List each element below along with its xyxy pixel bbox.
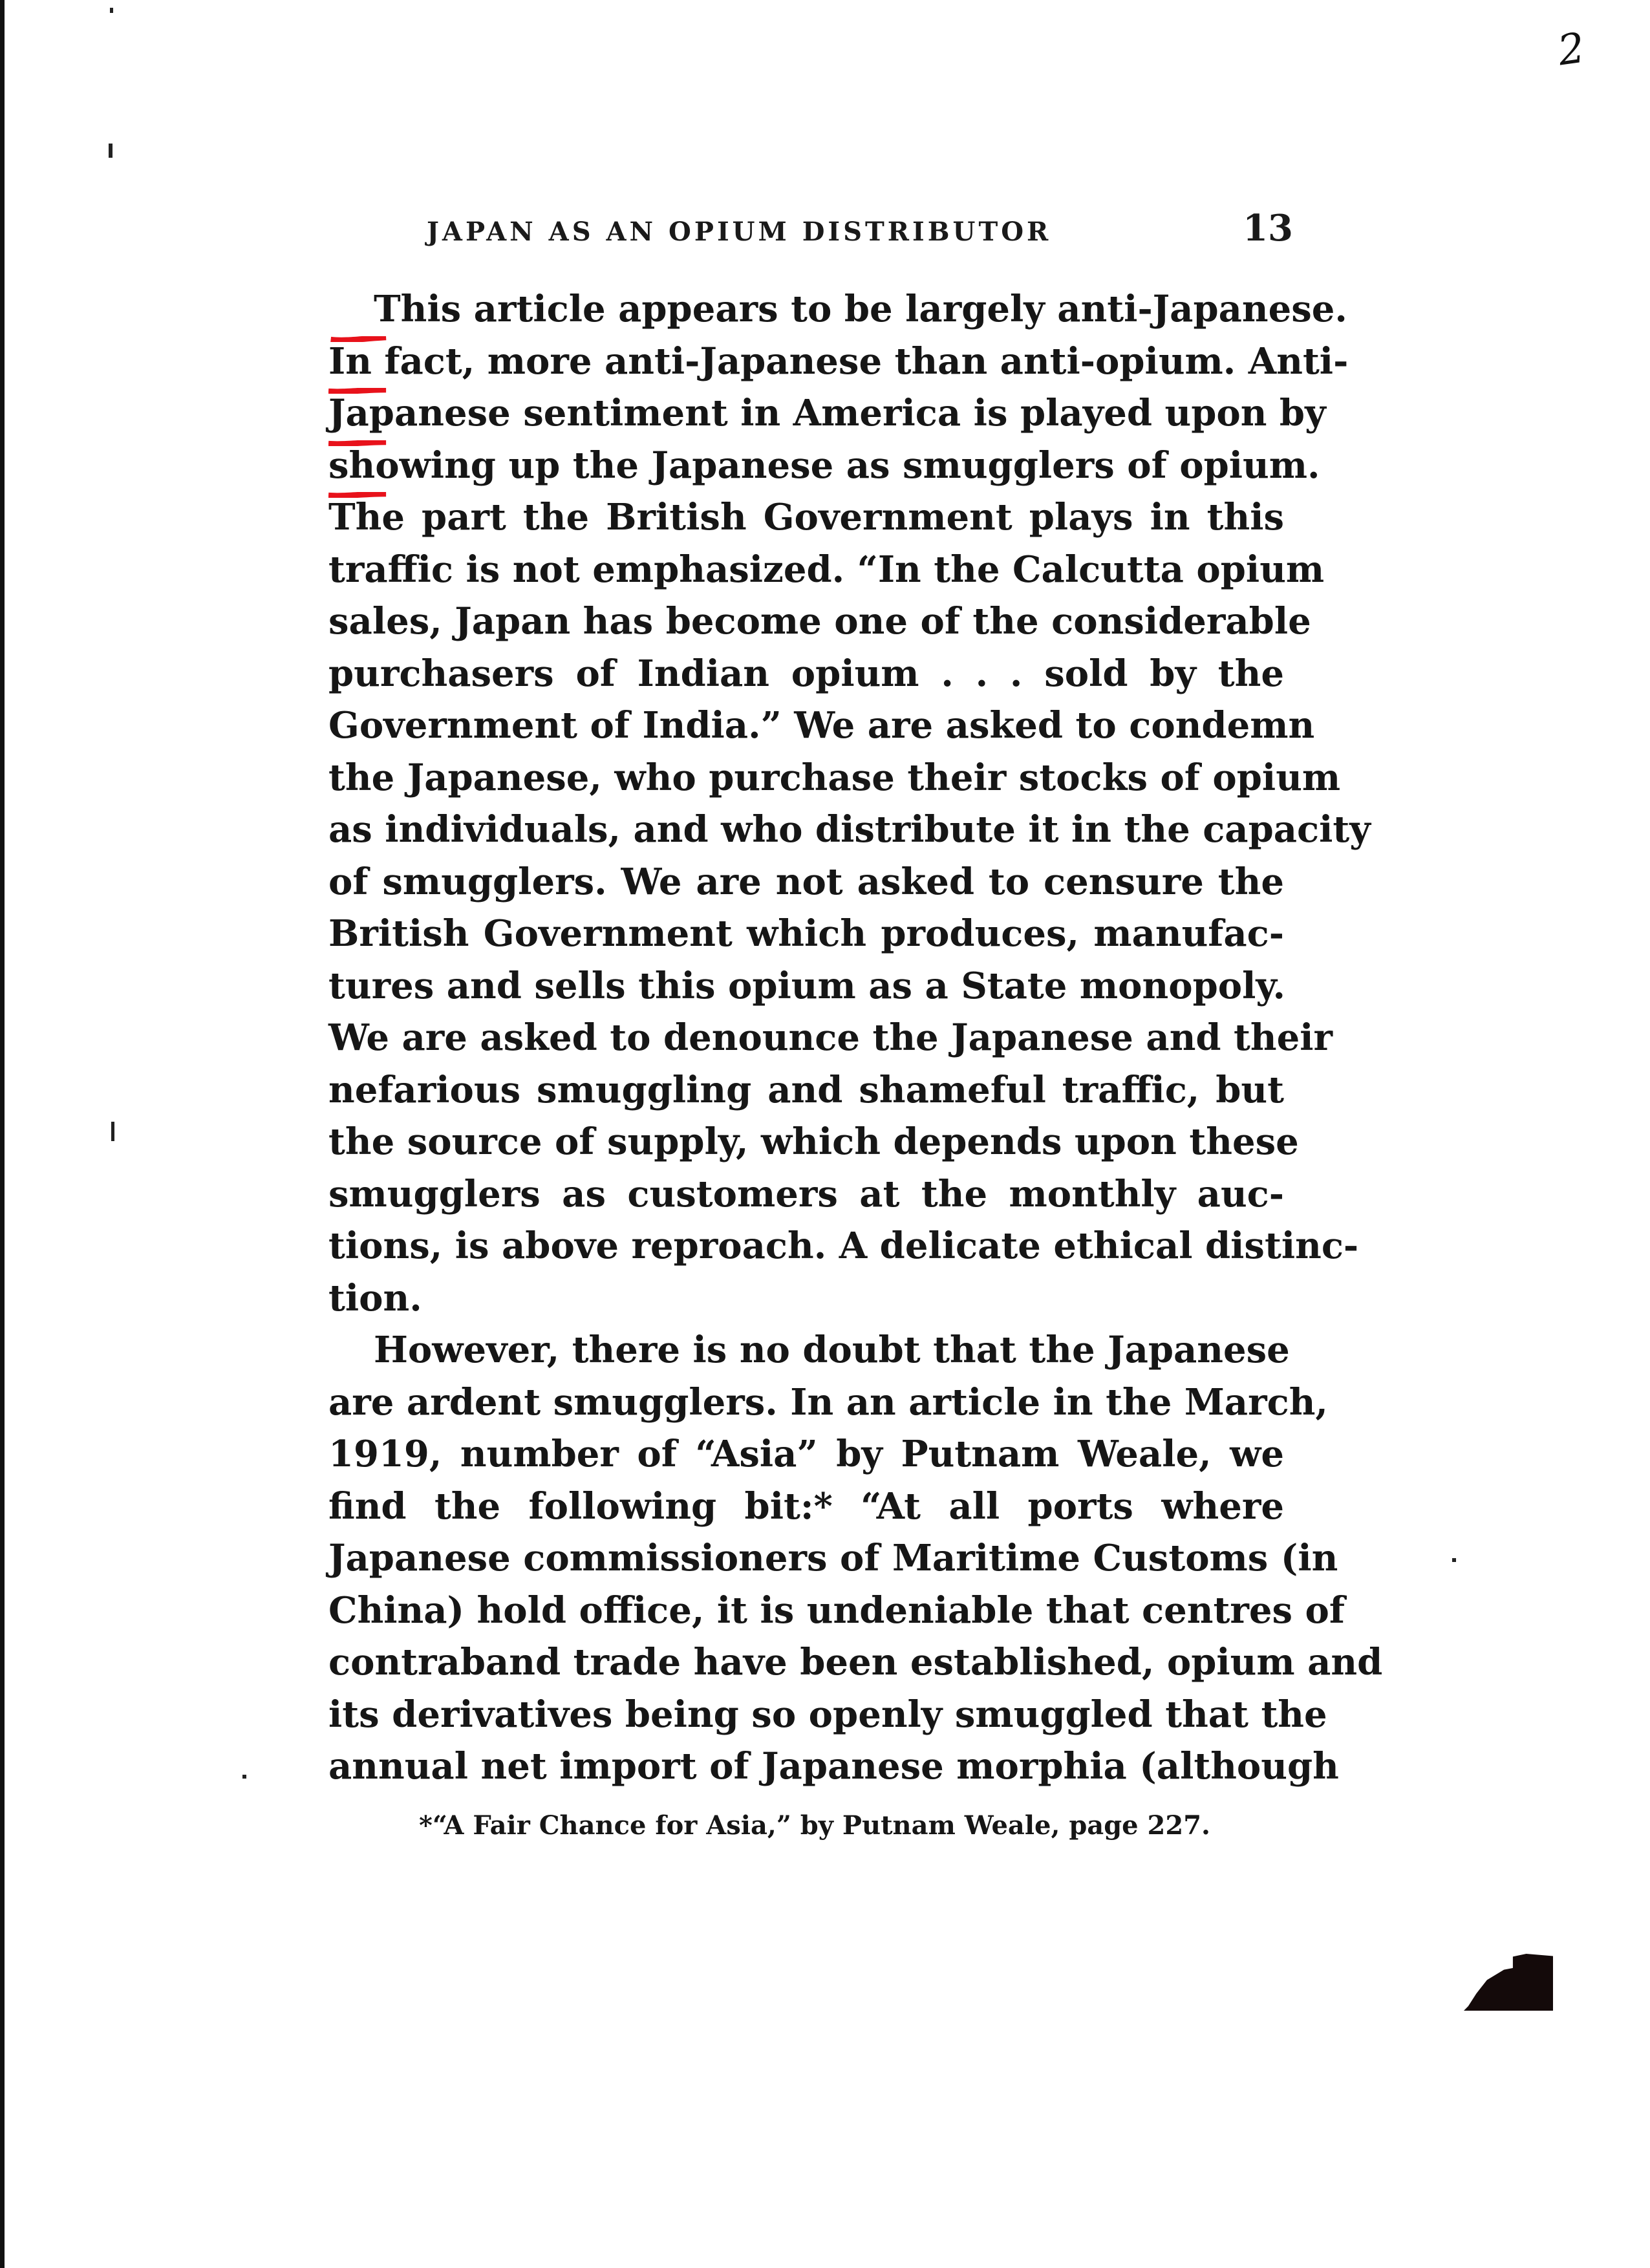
text-line	[328, 440, 1320, 492]
text-line-content: 1919, number of “Asia” by Putnam Weale, we	[328, 1433, 1284, 1475]
handwritten-page-number: 2	[1555, 24, 1588, 76]
text-line-content: its derivatives being so openly smuggled that the	[328, 1693, 1327, 1736]
body-text	[328, 283, 1383, 1793]
text-line-content: the source of supply, which depends upon these	[328, 1120, 1299, 1163]
text-line	[328, 283, 1347, 336]
text-line	[328, 960, 1284, 1012]
text-line-content: China) hold office, it is undeniable that centres of	[328, 1589, 1345, 1632]
text-line-content: contraband trade have been established, opium and	[328, 1641, 1383, 1684]
text-line-content: as individuals, and who distribute it in the capacity	[328, 808, 1371, 851]
text-line-content: British Government which produces, manufac-	[328, 912, 1284, 955]
text-line	[328, 336, 1349, 388]
text-line	[328, 1376, 1328, 1429]
text-line	[328, 1532, 1338, 1585]
text-line	[328, 1428, 1284, 1481]
scan-artifact-blob	[1464, 1954, 1553, 2011]
text-line-content: Japanese sentiment in America is played upon by	[328, 392, 1326, 434]
text-line	[328, 1481, 1284, 1533]
text-line	[328, 544, 1325, 596]
text-line-content: traffic is not emphasized. “In the Calcutta opium	[328, 548, 1325, 591]
text-line-content: Japanese commissioners of Maritime Customs (in	[328, 1537, 1338, 1579]
text-line	[328, 804, 1371, 856]
text-line-content: In fact, more anti-Japanese than anti-opium. Anti-	[328, 339, 1349, 383]
text-line-content: the Japanese, who purchase their stocks of opium	[328, 756, 1341, 799]
text-line	[328, 1116, 1299, 1168]
text-line-content: nefarious smuggling and shameful traffic, but	[328, 1068, 1284, 1111]
text-line-content: sales, Japan has become one of the considerable	[328, 600, 1311, 643]
text-line-content: tion.	[328, 1276, 422, 1320]
text-line	[328, 1064, 1284, 1117]
text-line	[328, 1168, 1284, 1221]
text-line-content: tures and sells this opium as a State monopoly.	[328, 964, 1285, 1007]
text-line	[328, 1272, 1284, 1325]
scan-edge-shadow	[0, 0, 5, 2268]
text-line	[328, 908, 1284, 960]
footnote: *“A Fair Chance for Asia,” by Putnam Weale, page 227.	[419, 1810, 1210, 1841]
text-line	[328, 1220, 1359, 1272]
text-line	[328, 491, 1284, 544]
text-line	[328, 1636, 1383, 1689]
text-line-content: annual net import of Japanese morphia (although	[328, 1745, 1339, 1788]
text-line-content: find the following bit:* “At all ports where	[328, 1484, 1284, 1528]
text-line	[328, 648, 1284, 700]
text-line	[328, 752, 1341, 804]
text-line-content: This article appears to be largely anti-Japanese.	[374, 288, 1347, 330]
running-head-title: JAPAN AS AN OPIUM DISTRIBUTOR	[427, 217, 1052, 247]
text-line	[328, 387, 1326, 440]
scan-speck	[242, 1775, 246, 1779]
running-head	[427, 207, 1293, 250]
scan-speck	[111, 1122, 114, 1141]
text-line	[328, 595, 1311, 648]
text-line	[328, 1740, 1339, 1793]
text-line	[328, 1012, 1333, 1064]
text-line	[328, 1689, 1327, 1741]
text-line-content: The part the British Government plays in this	[328, 496, 1284, 539]
scan-speck	[109, 144, 112, 158]
text-line	[328, 1585, 1345, 1637]
page-number: 13	[1243, 207, 1293, 250]
text-line-content: smugglers as customers at the monthly auc-	[328, 1172, 1284, 1215]
text-line-content: However, there is no doubt that the Japanese	[374, 1329, 1290, 1371]
text-line	[328, 856, 1284, 908]
text-line-content: are ardent smugglers. In an article in the March,	[328, 1380, 1328, 1424]
text-line	[328, 700, 1315, 752]
text-line-content: Government of India.” We are asked to condemn	[328, 704, 1315, 747]
text-line-content: of smugglers. We are not asked to censure the	[328, 860, 1284, 903]
text-line	[328, 1324, 1290, 1376]
text-line-content: showing up the Japanese as smugglers of opium.	[328, 444, 1320, 487]
scan-speck	[1452, 1558, 1456, 1562]
text-line-content: tions, is above reproach. A delicate ethical distinc-	[328, 1225, 1359, 1267]
scan-speck	[110, 8, 113, 13]
text-line-content: purchasers of Indian opium . . . sold by the	[328, 652, 1284, 695]
text-line-content: We are asked to denounce the Japanese and their	[328, 1016, 1333, 1059]
